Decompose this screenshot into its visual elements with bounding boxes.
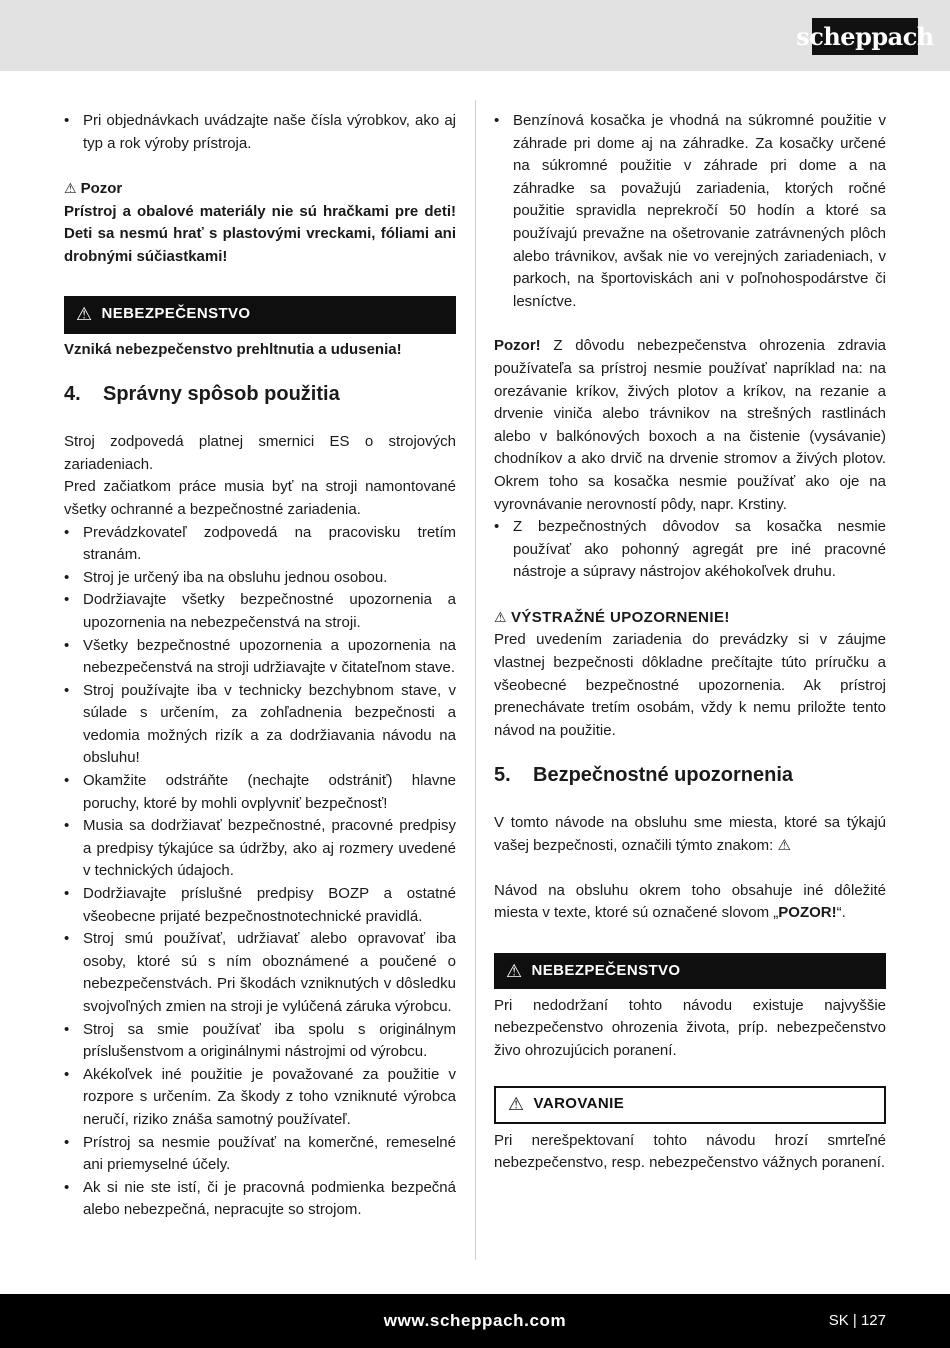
list-item: • Stroj sa smie používať iba spolu s originálnym príslušenstvom a originálnymi nástrojmi od výrobcu. [64, 1019, 456, 1064]
bullet-list [494, 516, 886, 584]
warning-triangle-icon: ⚠ [506, 960, 523, 981]
varovanie-label: VAROVANIE [533, 1095, 625, 1113]
column-divider [475, 100, 476, 1260]
list-item: • Z bezpečnostných dôvodov sa kosačka nesmie používať ako pohonný agregát pre iné pracovné nástroje a súpravy nástrojov akéhokoľvek druhu. [494, 516, 886, 584]
bullet-list-top [64, 110, 456, 155]
list-item: • Akékoľvek iné použitie je považované za použitie v rozpore s určením. Za škody z toho vzniknuté výrobca neručí, riziko znáša samotný používateľ. [64, 1064, 456, 1132]
caution-text: Prístroj a obalové materiály nie sú hračkami pre deti! Deti sa nesmú hrať s plastovými vreckami, fóliami ani drobnými súčiastkami! [64, 202, 456, 265]
list-item: • Všetky bezpečnostné upozornenia a upozornenia na nebezpečenstvá na stroji udržiavajte v čitateľnom stave. [64, 635, 456, 680]
list-item: • Stroj je určený iba na obsluhu jednou osobou. [64, 567, 456, 590]
list-item: • Dodržiavajte všetky bezpečnostné upozornenia a upozornenia na nebezpečenstvá na stroji. [64, 589, 456, 634]
page-number: SK | 127 [828, 1312, 886, 1329]
warning-triangle-icon: ⚠ [64, 180, 77, 197]
danger-box [494, 953, 886, 989]
left-column [64, 110, 456, 1222]
list-item: • Pri objednávkach uvádzajte naše čísla výrobkov, ako aj typ a rok výroby prístroja. [64, 110, 456, 155]
section-4-heading: 4. Správny spôsob použitia [64, 383, 340, 406]
list-item: • Ak si nie ste istí, či je pracovná podmienka bezpečná alebo nebezpečná, nepracujte so strojom. [64, 1177, 456, 1222]
list-item: • Prístroj sa nesmie používať na komerčné, remeselné ani priemyselné účely. [64, 1132, 456, 1177]
brand-logo: scheppach [812, 18, 918, 55]
warning-triangle-icon: ⚠ [494, 608, 507, 625]
caution-title: ⚠ Pozor [64, 180, 123, 198]
list-item: • Stroj smú používať, udržiavať alebo opravovať iba osoby, ktoré sú s ním oboznámené a poučené o nebezpečenstvách. Pri škodách vzniknutých v dôsledku svojvoľných zmien na stroji je vylúčená záruka výrobcu. [64, 928, 456, 1018]
paragraph: Stroj zodpovedá platnej smernici ES o strojových zariadeniach. [64, 433, 456, 473]
pozor-paragraph: Pozor! Z dôvodu nebezpečenstva ohrozenia zdravia používateľa sa prístroj nesmie používať napríklad na: na orezávanie kríkov, živých plotov a kríkov, na rezanie a drvenie viniča alebo trávnikov na strešných rastlinách alebo v balkónových boxoch a na čistenie (vysávanie) chodníkov a ako drvič na drvenie stromov a živých plotov. Okrem toho sa kosačka nesmie používať ako oje na vyrovnávanie nerovností pôdy, napr. Krstiny. [494, 337, 886, 513]
varovanie-text: Pri nerešpektovaní tohto návodu hrozí smrteľné nebezpečenstvo, resp. nebezpečenstvo vážnych poranení. [494, 1131, 886, 1172]
bullet-list [64, 522, 456, 1222]
warning-text: Pred uvedením zariadenia do prevádzky si v záujme vlastnej bezpečnosti dôkladne prečítajte túto príručku a všeobecné bezpečnostné upozornenia. Ak prístroj prenechávate tretím osobám, vždy k nemu priložte tento návod na použitie. [494, 631, 886, 739]
danger-label: NEBEZPEČENSTVO [101, 305, 251, 323]
varovanie-box [494, 1086, 886, 1124]
list-item: • Benzínová kosačka je vhodná na súkromné použitie v záhrade pri dome aj na záhradke. Za kosačky určené na súkromné použitie v záhrade pri dome a na záhradke sa považujú zariadenia, ktorých ročné použitie spravidla neprekročí 50 hodín a ktoré sa používajú prevažne na ošetrovanie zatrávnených plôch alebo trávnikov, avšak nie vo verejných zariadeniach, v parkoch, na športoviskách ani v poľnohospodárstve či lesníctve. [494, 110, 886, 313]
section-5-heading: 5. Bezpečnostné upozornenia [494, 764, 794, 787]
website-link[interactable]: www.scheppach.com [383, 1311, 567, 1330]
warning-title: ⚠ VÝSTRAŽNÉ UPOZORNENIE! [494, 608, 730, 626]
footer-bar [0, 1294, 950, 1348]
list-item: • Dodržiavajte príslušné predpisy BOZP a ostatné všeobecne prijaté bezpečnostnotechnické pravidlá. [64, 883, 456, 928]
warning-triangle-icon: ⚠ [508, 1094, 525, 1115]
list-item: • Musia sa dodržiavať bezpečnostné, pracovné predpisy a predpisy týkajúce sa údržby, ako aj rozmery uvedené v technických údajoch. [64, 815, 456, 883]
list-item: • Stroj používajte iba v technicky bezchybnom stave, v súlade s určením, za zohľadnenia bezpečnosti a vedomia možných rizík a za dodržiavania návodu na obsluhu! [64, 680, 456, 770]
danger-text: Vzniká nebezpečenstvo prehltnutia a udusenia! [64, 340, 402, 358]
danger-label: NEBEZPEČENSTVO [531, 961, 681, 979]
paragraph: Návod na obsluhu okrem toho obsahuje iné dôležité miesta v texte, ktoré sú označené slovom „POZOR!“. [494, 881, 886, 922]
paragraph: V tomto návode na obsluhu sme miesta, ktoré sa týkajú vašej bezpečnosti, označili týmto znakom: ⚠ [494, 814, 886, 855]
right-column [494, 110, 886, 1175]
paragraph: Pred začiatkom práce musia byť na stroji namontované všetky ochranné a bezpečnostné zariadenia. [64, 478, 456, 518]
list-item: • Okamžite odstráňte (nechajte odstrániť) hlavne poruchy, ktoré by mohli ovplyvniť bezpečnosť! [64, 770, 456, 815]
danger-text: Pri nedodržaní tohto návodu existuje najvyššie nebezpečenstvo ohrozenia života, príp. nebezpečenstvo živo ohrozujúcich poranení. [494, 996, 886, 1059]
header-bar [0, 0, 950, 71]
warning-triangle-icon: ⚠ [76, 304, 93, 325]
bullet-list-top [494, 110, 886, 313]
danger-box [64, 296, 456, 334]
list-item: • Prevádzkovateľ zodpovedá na pracovisku tretím stranám. [64, 522, 456, 567]
